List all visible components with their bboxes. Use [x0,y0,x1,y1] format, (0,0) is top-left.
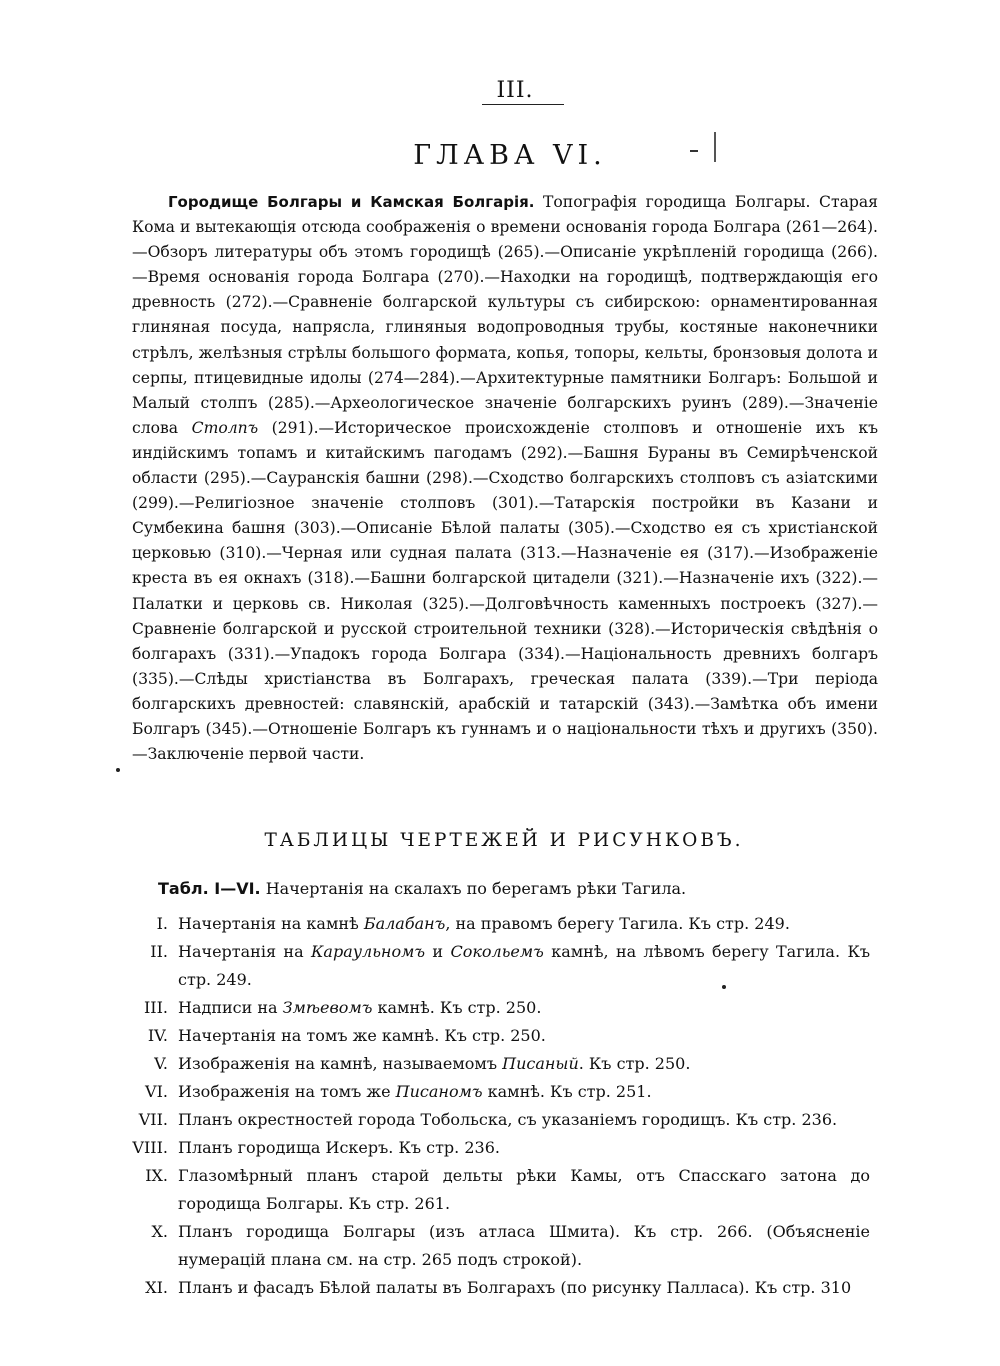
page-number-rule [482,104,564,105]
plate-number: VI. [145,1082,168,1101]
plate-item [130,1022,870,1050]
summary-text-1: Топографія городища Болгары. Старая Кома и вытекающія отсюда соображенія о времени основанія города Болгара (261—264).—Обзоръ литературы объ этомъ городищѣ (265).—Описаніе укрѣпленій городища (266).—Время основанія города Болгара (270).—Находки на городищѣ, подтверждающія его древность (272).—Сравненіе болгарской культуры съ сибирскою: орнаментированная глиняная посуда, напрясла, глиняныя водопроводныя трубы, костяные наконечники стрѣлъ, желѣзныя стрѣлы большого формата, копья, топоры, кельты, бронзовыя долота и серпы, птицевидные идолы (274—284).—Архитектурные памятники Болгаръ: Большой и Малый столпъ (285).—Археологическое значеніе болгарскихъ руинъ (289).—Значеніе слова [132,193,879,437]
plate-description [178,1050,870,1078]
plate-text: камнѣ, на лѣвомъ берегу Тагила. Къ стр. 249. [178,942,871,989]
plate-italic-name: Балабанъ [363,914,446,933]
plate-description [178,1078,870,1106]
plate-item [130,1106,870,1134]
ink-speck [116,768,120,772]
plates-list [130,910,870,1302]
plate-text: Планъ городища Искеръ. Къ стр. 236. [178,1138,500,1157]
plate-item [130,938,870,994]
plate-description [178,1274,870,1302]
plate-italic-name: Змѣевомъ [282,998,373,1017]
page-number: III. [496,78,534,103]
plate-item [130,1218,870,1274]
plate-text: Глазомѣрный планъ старой дельты рѣки Камы, отъ Спасскаго затона до городища Болгары. Къ стр. 261. [178,1166,870,1213]
plate-description [178,1022,870,1050]
plate-number: II. [150,942,168,961]
plate-italic-name: Сокольемъ [450,942,544,961]
summary-text-2: (291).—Историческое происхожденіе столповъ и отношеніе ихъ къ индійскимъ топамъ и китайскимъ пагодамъ (292).—Башня Бураны въ Семирѣченской области (295).—Сауранскія башни (298).—Сходство болгарскихъ столповъ съ азіатскими (299).—Религіозное значеніе столповъ (301).—Татарскія постройки въ Казани и Сумбекина башня (303).—Описаніе Бѣлой палаты (305).—Сходство ея съ христіанской церковью (310).—Черная или судная палата (313.—Назначеніе ея (317).—Изображеніе креста въ ея окнахъ (318).—Башни болгарской цитадели (321).—Назначеніе ихъ (322).—Палатки и церковь св. Николая (325).—Долговѣчность каменныхъ построекъ (327).—Сравненіе болгарской и русской строительной техники (328).—Историческія свѣдѣнія о болгарахъ (331).—Упадокъ города Болгара (334).—Національность древнихъ болгаръ (335).—Слѣды христіанства въ Болгарахъ, греческая палата (339).—Три періода болгарскихъ древностей: славянскій, арабскій и татарскій (343).—Замѣтка объ имени Болгаръ (345).—Отношеніе Болгаръ къ гуннамъ и о національности тѣхъ и другихъ (350).—Заключеніе первой части. [132,418,878,764]
chapter-title: ГЛАВА VI. [413,140,607,171]
plate-number: XI. [145,1278,168,1297]
plate-text: камнѣ. Къ стр. 250. [372,998,542,1017]
plate-number: I. [156,914,168,933]
chapter-summary [132,190,878,767]
plate-item [130,1078,870,1106]
plate-text: Планъ и фасадъ Бѣлой палаты въ Болгарахъ (по рисунку Палласа). Къ стр. 310 [178,1278,852,1297]
plate-text: Изображенія на камнѣ, называемомъ [178,1054,503,1073]
ink-speck [722,985,726,989]
plate-text: Планъ городища Болгары (изъ атласа Шмита). Къ стр. 266. (Объясненіе нумерацій плана см. на стр. 265 подъ строкой). [178,1222,870,1269]
plate-text: Надписи на [178,998,283,1017]
plate-italic-name: Писаный [502,1054,579,1073]
plate-description [178,1162,870,1218]
tables-range-label: Табл. I—VI. [158,879,261,898]
plate-number: VII. [138,1110,168,1129]
plate-description [178,1134,870,1162]
plate-italic-name: Караульномъ [311,942,426,961]
summary-italic-term: Столпъ [191,418,259,437]
tables-heading: ТАБЛИЦЫ ЧЕРТЕЖЕЙ И РИСУНКОВЪ. [264,830,744,851]
margin-bar-mark [714,132,716,162]
plate-text: , на правомъ берегу Тагила. Къ стр. 249. [445,914,790,933]
plate-text: Изображенія на томъ же [178,1082,396,1101]
plate-description [178,1218,870,1274]
summary-lead: Городище Болгары и Камская Болгарія. [168,193,535,211]
plate-item [130,1162,870,1218]
plate-text: Начертанія на [178,942,312,961]
tables-range-line [158,879,878,898]
plate-text: камнѣ. Къ стр. 251. [482,1082,652,1101]
plate-italic-name: Писаномъ [395,1082,483,1101]
plate-text: Планъ окрестностей города Тобольска, съ указаніемъ городищъ. Къ стр. 236. [178,1110,838,1129]
plate-number: IV. [147,1026,168,1045]
plate-description [178,938,870,994]
plate-number: X. [151,1222,168,1241]
plate-item [130,1274,870,1302]
plate-description [178,994,870,1022]
plate-description [178,1106,870,1134]
plate-text: Начертанія на томъ же камнѣ. Къ стр. 250. [178,1026,546,1045]
plate-item [130,1050,870,1078]
plate-text: и [425,942,451,961]
plate-item [130,1134,870,1162]
plate-description [178,910,870,938]
plate-item [130,910,870,938]
margin-mark [690,150,698,152]
plate-item [130,994,870,1022]
plate-number: III. [143,998,168,1017]
plate-number: V. [154,1054,168,1073]
tables-range-text: Начертанія на скалахъ по берегамъ рѣки Тагила. [260,879,687,898]
plate-number: VIII. [132,1138,168,1157]
plate-text: Начертанія на камнѣ [178,914,364,933]
plate-text: . Къ стр. 250. [578,1054,691,1073]
plate-number: IX. [145,1166,168,1185]
